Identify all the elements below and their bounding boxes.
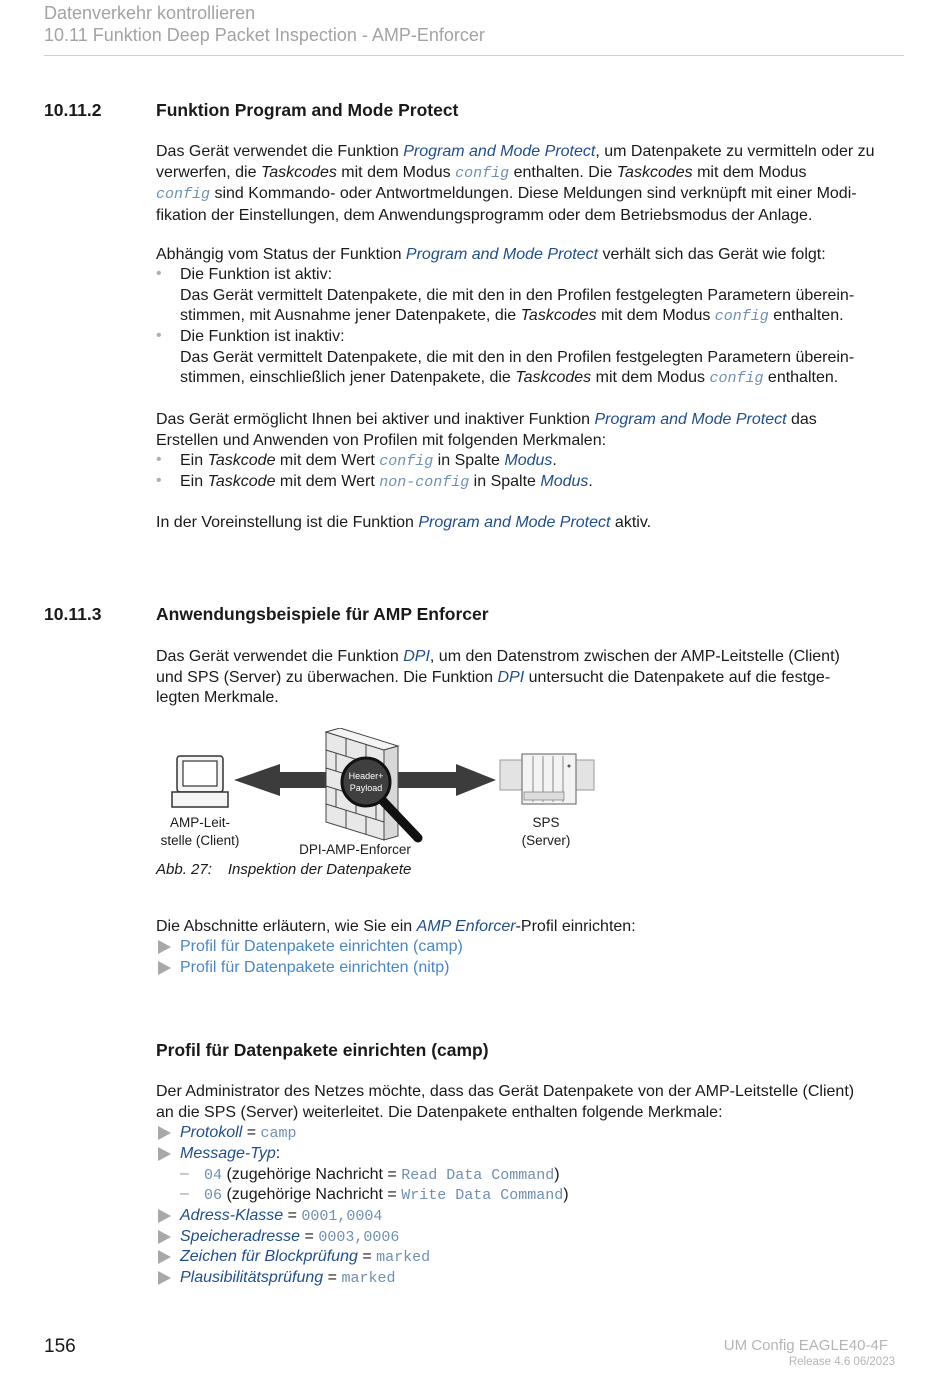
list-item: Die Funktion ist aktiv: Das Gerät vermittelt Datenpakete, die mit den in den Profilen festgelegten Parametern überein- stimmen, mit Ausnahme jener Datenpakete, die Taskcodes mit dem Modus config enthalten. [180, 266, 855, 326]
arrow-bullet-icon [158, 1147, 171, 1161]
client-label: AMP-Leit- stelle (Client) [160, 815, 240, 848]
term-link: AMP Enforcer [416, 918, 516, 935]
list-item: Ein Taskcode mit dem Wert non-config in Spalte Modus. [180, 473, 593, 491]
bullet-dot: • [156, 451, 162, 468]
page-number: 156 [44, 1336, 76, 1357]
cross-reference-link[interactable]: Profil für Datenpakete einrichten (camp) [180, 938, 463, 955]
code-value: 06 [204, 1187, 223, 1204]
code-value: config [714, 308, 769, 326]
section-number: 10.11.2 [44, 100, 102, 120]
running-header-chapter: Datenverkehr kontrollieren [44, 3, 256, 23]
list-item: Message-Typ: [180, 1145, 281, 1162]
cross-reference-link[interactable]: Profil für Datenpakete einrichten (nitp) [180, 959, 450, 976]
code-value: config [379, 453, 434, 470]
list-item: Speicheradresse = 0003,0006 [180, 1228, 400, 1246]
paragraph: Die Abschnitte erläutern, wie Sie ein AMP Enforcer-Profil einrichten: [156, 918, 636, 935]
code-value: 04 [204, 1167, 223, 1184]
list-subitem: 06 (zugehörige Nachricht = Write Data Command) [204, 1186, 569, 1204]
column-name: Modus [540, 473, 589, 490]
term-link: DPI [403, 648, 430, 665]
list-item: Ein Taskcode mit dem Wert config in Spalte Modus. [180, 452, 557, 470]
dash-bullet: – [180, 1165, 189, 1182]
bullet-dot: • [156, 472, 162, 489]
term-link: Program and Mode Protect [405, 246, 599, 263]
list-item: Die Funktion ist inaktiv: Das Gerät vermittelt Datenpakete, die mit den in den Profilen festgelegten Parametern überein- stimmen, einschließlich jener Datenpakete, die Taskcodes mit dem Modus config enthalten. [180, 328, 855, 388]
server-label: SPS (Server) [521, 815, 571, 848]
plc-icon [500, 754, 594, 804]
code-value: 0003,0006 [318, 1229, 400, 1246]
arrow-bullet-icon [158, 1230, 171, 1244]
bullet-dot: • [156, 327, 162, 344]
list-item: Plausibilitätsprüfung = marked [180, 1269, 396, 1287]
paragraph: In der Voreinstellung ist die Funktion Program and Mode Protect aktiv. [156, 514, 652, 531]
document-title: UM Config EAGLE40-4F [723, 1337, 888, 1354]
code-value: marked [376, 1249, 431, 1266]
list-item: Zeichen für Blockprüfung = marked [180, 1248, 431, 1266]
arrow-bullet-icon [158, 961, 171, 975]
code-value: config [709, 370, 764, 388]
running-header-section: 10.11 Funktion Deep Packet Inspection - AMP-Enforcer [44, 25, 485, 45]
dash-bullet: – [180, 1185, 189, 1202]
lens-label-header: Header+ [348, 771, 384, 781]
code-value: camp [260, 1125, 297, 1142]
paragraph: Das Gerät verwendet die Funktion Program and Mode Protect, um Datenpakete zu vermitteln oder zu verwerfen, die Taskcodes mit dem Modus config enthalten. Die Taskcodes mit dem Modus config sind Kommando- oder Antwortmeldungen. Diese Meldungen sind verknüpft mit einer Modi- fikation der Einstellungen, dem Anwendungsprogramm oder dem Betriebsmodus der Anlage. [156, 143, 875, 224]
term-link: Program and Mode Protect [594, 411, 787, 428]
release-info: Release 4.6 06/2023 [788, 1356, 895, 1368]
arrow-bullet-icon [158, 940, 171, 954]
code-value: config [455, 164, 510, 182]
list-subitem: 04 (zugehörige Nachricht = Read Data Command) [204, 1166, 560, 1184]
code-value: non-config [379, 474, 470, 491]
paragraph: Das Gerät ermöglicht Ihnen bei aktiver und inaktiver Funktion Program and Mode Protect das Erstellen und Anwenden von Profilen mit folgenden Merkmalen: [156, 411, 817, 449]
term-link: DPI [497, 668, 525, 686]
code-value: config [156, 186, 211, 204]
enforcer-label: DPI-AMP-Enforcer [299, 842, 411, 857]
arrow-bullet-icon [158, 1126, 171, 1140]
column-name: Modus [504, 452, 553, 469]
section-title: Funktion Program and Mode Protect [156, 100, 459, 120]
code-value: Read Data Command [401, 1167, 555, 1184]
section-title: Anwendungsbeispiele für AMP Enforcer [156, 604, 489, 624]
subsection-title: Profil für Datenpakete einrichten (camp) [156, 1040, 489, 1060]
computer-icon [172, 756, 228, 807]
figure-caption: Abb. 27: Inspektion der Datenpakete [156, 861, 412, 878]
paragraph: Abhängig vom Status der Funktion Program and Mode Protect verhält sich das Gerät wie folgt: [156, 246, 826, 263]
code-value: marked [341, 1270, 396, 1287]
inspection-figure [150, 728, 610, 860]
arrow-bullet-icon [158, 1250, 171, 1264]
paragraph: Der Administrator des Netzes möchte, dass das Gerät Datenpakete von der AMP-Leitstelle (Client) an die SPS (Server) weiterleitet. Die Datenpakete enthalten folgende Merkmale: [156, 1083, 855, 1121]
term-link: Program and Mode Protect [403, 143, 596, 160]
arrow-bullet-icon [158, 1271, 171, 1285]
bullet-dot: • [156, 265, 162, 282]
paragraph: Das Gerät verwendet die Funktion DPI, um den Datenstrom zwischen der AMP-Leitstelle (Client) und SPS (Server) zu überwachen. Die Funktion DPI untersucht die Datenpakete auf die festge- legten Merkmale. [156, 648, 840, 707]
code-value: 0001,0004 [301, 1208, 383, 1225]
list-item: Adress-Klasse = 0001,0004 [180, 1207, 383, 1225]
arrow-bullet-icon [158, 1209, 171, 1223]
lens-label-payload: Payload [349, 783, 383, 793]
list-item: Protokoll = camp [180, 1124, 297, 1142]
term-link: Program and Mode Protect [418, 514, 611, 531]
header-divider [44, 55, 904, 56]
section-number: 10.11.3 [44, 604, 102, 624]
code-value: Write Data Command [401, 1187, 564, 1204]
